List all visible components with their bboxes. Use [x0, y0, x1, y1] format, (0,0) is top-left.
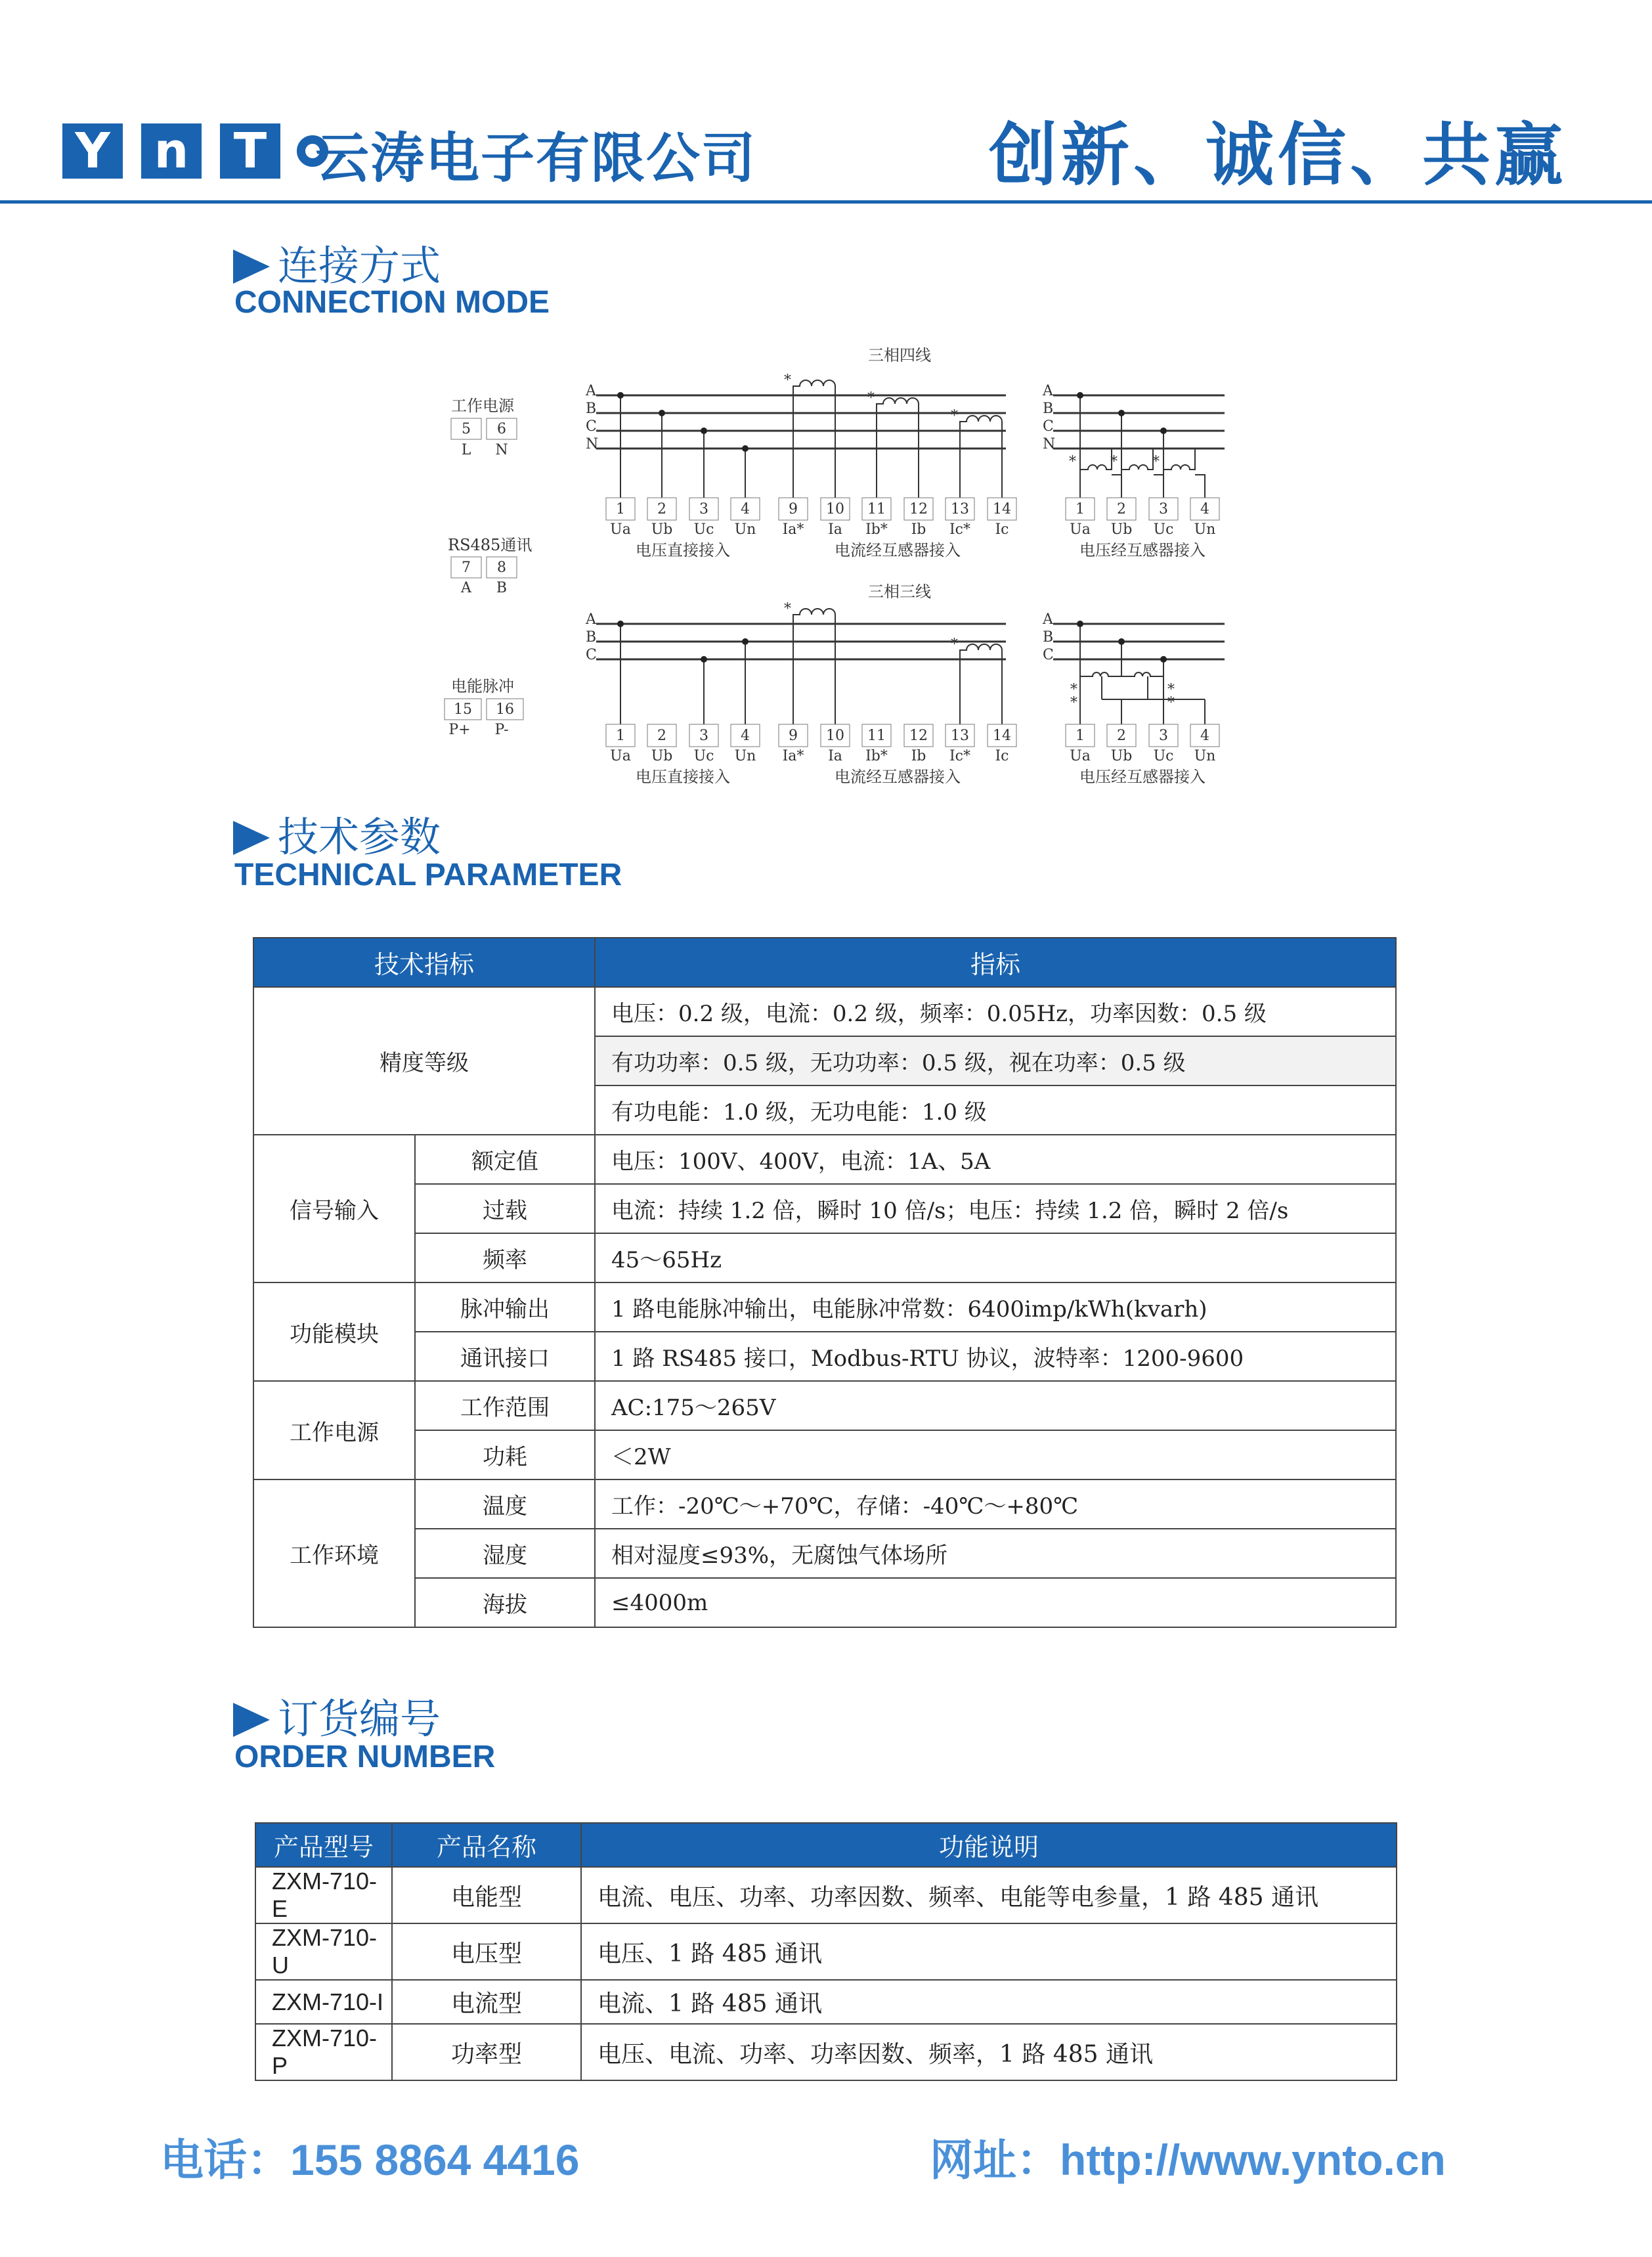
wiring-diagram — [440, 341, 1234, 795]
svg-text:Uc: Uc — [1153, 521, 1174, 538]
bus-label-b: B — [586, 401, 597, 417]
row-value: 45～65Hz — [595, 1233, 1396, 1282]
row-value: 有功电能：1.0 级，无功电能：1.0 级 — [595, 1085, 1396, 1135]
row-group-label: 精度等级 — [253, 987, 595, 1135]
svg-text:Uc: Uc — [1153, 748, 1174, 764]
three-wire-diagram — [585, 582, 1225, 786]
svg-text:4: 4 — [1200, 728, 1209, 744]
svg-text:C: C — [1043, 418, 1054, 435]
pulse-signal-p-minus: P- — [494, 722, 509, 738]
section-title-order-cn: 订货编号 — [278, 1695, 441, 1743]
row-name: 海拔 — [415, 1578, 595, 1627]
svg-text:2: 2 — [1117, 728, 1126, 744]
svg-text:Uc: Uc — [693, 521, 714, 538]
row-name: 湿度 — [415, 1529, 595, 1578]
pulse-label: 电能脉冲 — [451, 677, 514, 695]
rs485-signal-b: B — [496, 580, 508, 596]
svg-text:Ic*: Ic* — [949, 748, 971, 764]
svg-text:4: 4 — [741, 501, 750, 517]
table-row — [253, 987, 1396, 1036]
section-title-order-en: ORDER NUMBER — [234, 1740, 496, 1774]
svg-text:13: 13 — [951, 728, 969, 744]
svg-text:*: * — [1167, 695, 1175, 711]
svg-text:C: C — [1043, 647, 1054, 663]
pulse-legend — [445, 677, 523, 738]
order-number-table — [255, 1822, 1397, 2081]
svg-text:Un: Un — [734, 521, 756, 538]
bus-label-c: C — [586, 418, 597, 435]
row-value: ≤4000m — [595, 1578, 1396, 1627]
row-name: 温度 — [415, 1479, 595, 1529]
svg-text:Un: Un — [734, 748, 756, 764]
row-value: 电流：持续 1.2 倍，瞬时 10 倍/s；电压：持续 1.2 倍，瞬时 2 倍/s — [595, 1184, 1396, 1233]
product-description: 电压、1 路 485 通讯 — [581, 1923, 1397, 1980]
svg-text:B: B — [586, 629, 597, 646]
svg-text:C: C — [586, 647, 597, 663]
svg-text:11: 11 — [867, 501, 886, 517]
svg-text:Ua: Ua — [1070, 748, 1091, 764]
row-name: 工作范围 — [415, 1381, 595, 1430]
row-name: 脉冲输出 — [415, 1282, 595, 1332]
logo-letter-y: Y — [62, 123, 123, 179]
four-wire-title: 三相四线 — [868, 346, 931, 364]
table-row — [253, 1578, 1396, 1627]
section-title-connection — [233, 233, 441, 292]
technical-parameter-table — [253, 937, 1397, 1628]
svg-text:B: B — [1043, 401, 1054, 417]
table-row — [255, 1923, 1397, 1980]
svg-text:Ub: Ub — [651, 521, 673, 538]
rs485-legend — [448, 536, 532, 596]
website-url[interactable]: http://www.ynto.cn — [1060, 2136, 1446, 2184]
svg-text:Ib: Ib — [911, 748, 926, 764]
table-row — [253, 1184, 1396, 1233]
table-row — [253, 1430, 1396, 1479]
row-name: 过载 — [415, 1184, 595, 1233]
svg-text:10: 10 — [826, 728, 844, 744]
svg-text:1: 1 — [1076, 728, 1085, 744]
logo-letter-t: T — [220, 123, 280, 179]
table-header-value: 指标 — [595, 938, 1396, 987]
svg-text:Ic*: Ic* — [949, 521, 971, 538]
svg-text:*: * — [1069, 454, 1076, 470]
svg-text:14: 14 — [993, 728, 1011, 744]
three-wire-caption-pt: 电压经互感器接入 — [1079, 768, 1206, 786]
section-arrow-icon — [233, 250, 270, 284]
power-terminal-6: 6 — [497, 421, 506, 437]
section-title-technical — [233, 804, 441, 863]
svg-text:Ub: Ub — [1110, 521, 1133, 538]
svg-text:A: A — [586, 611, 596, 628]
row-value: 电压：100V、400V，电流：1A、5A — [595, 1135, 1396, 1184]
svg-text:Ia*: Ia* — [782, 521, 804, 538]
svg-text:A: A — [1043, 383, 1053, 399]
three-wire-caption-direct: 电压直接接入 — [636, 768, 730, 786]
four-wire-caption-pt: 电压经互感器接入 — [1079, 541, 1206, 559]
product-model: ZXM-710-U — [255, 1923, 392, 1980]
slogan: 创新、诚信、共赢 — [988, 114, 1567, 195]
row-value: 1 路电能脉冲输出，电能脉冲常数：6400imp/kWh(kvarh) — [595, 1282, 1396, 1332]
svg-text:Ub: Ub — [651, 748, 673, 764]
svg-text:13: 13 — [951, 501, 969, 517]
product-model: ZXM-710-I — [255, 1980, 392, 2024]
table-row — [255, 1867, 1397, 1923]
svg-text:3: 3 — [699, 501, 708, 517]
svg-text:*: * — [1070, 682, 1077, 698]
power-terminal-5: 5 — [462, 421, 471, 437]
svg-text:3: 3 — [1159, 728, 1168, 744]
svg-text:9: 9 — [789, 728, 798, 744]
product-description: 电流、电压、功率、功率因数、频率、电能等电参量，1 路 485 通讯 — [581, 1867, 1397, 1923]
row-group-label: 信号输入 — [253, 1135, 415, 1282]
four-wire-diagram — [585, 346, 1225, 559]
svg-text:*: * — [784, 601, 791, 617]
row-group-label: 工作环境 — [253, 1479, 415, 1627]
row-group-label: 工作电源 — [253, 1381, 415, 1479]
svg-text:A: A — [1043, 611, 1053, 628]
svg-text:2: 2 — [657, 501, 666, 517]
svg-text:*: * — [1167, 682, 1175, 698]
power-label: 工作电源 — [451, 397, 514, 415]
svg-text:12: 12 — [909, 728, 928, 744]
row-group-label: 功能模块 — [253, 1282, 415, 1381]
svg-text:Ua: Ua — [610, 521, 631, 538]
svg-text:3: 3 — [1159, 501, 1168, 517]
section-title-technical-cn: 技术参数 — [278, 813, 441, 861]
product-model: ZXM-710-E — [255, 1867, 392, 1923]
svg-text:Ub: Ub — [1110, 748, 1133, 764]
svg-text:Ia: Ia — [828, 748, 842, 764]
svg-text:1: 1 — [616, 728, 625, 744]
svg-text:Ia*: Ia* — [782, 748, 804, 764]
header-divider — [0, 200, 1652, 204]
svg-text:*: * — [1070, 695, 1077, 711]
product-name: 功率型 — [392, 2024, 581, 2080]
svg-text:Ua: Ua — [610, 748, 631, 764]
table-row — [253, 1332, 1396, 1381]
svg-text:10: 10 — [826, 501, 844, 517]
svg-text:*: * — [1110, 454, 1118, 470]
rs485-label: RS485通讯 — [448, 536, 533, 554]
logo-letter-n: n — [141, 123, 202, 179]
power-signal-l: L — [461, 442, 471, 458]
row-value: AC:175～265V — [595, 1381, 1396, 1430]
svg-text:4: 4 — [741, 728, 750, 744]
svg-text:*: * — [951, 636, 958, 653]
header-description: 功能说明 — [581, 1823, 1397, 1867]
company-name: 云涛电子有限公司 — [315, 127, 757, 190]
svg-text:Uc: Uc — [693, 748, 714, 764]
product-name: 电流型 — [392, 1980, 581, 2024]
row-value: 工作：-20℃～+70℃，存储：-40℃～+80℃ — [595, 1479, 1396, 1529]
svg-text:Ic: Ic — [995, 748, 1009, 764]
svg-text:*: * — [1152, 454, 1160, 470]
table-row — [253, 1381, 1396, 1430]
row-value: 1 路 RS485 接口，Modbus-RTU 协议，波特率：1200-9600 — [595, 1332, 1396, 1381]
svg-text:N: N — [1043, 436, 1056, 452]
svg-text:11: 11 — [867, 728, 886, 744]
table-row — [253, 1135, 1396, 1184]
svg-text:*: * — [867, 390, 875, 406]
svg-text:Ia: Ia — [828, 521, 842, 538]
table-header-item: 技术指标 — [253, 938, 595, 987]
svg-text:Ib*: Ib* — [865, 748, 888, 764]
table-row — [253, 1529, 1396, 1578]
product-name: 电能型 — [392, 1867, 581, 1923]
row-value: ＜2W — [595, 1430, 1396, 1479]
svg-text:*: * — [784, 372, 791, 389]
section-title-connection-en: CONNECTION MODE — [234, 285, 550, 320]
four-wire-caption-ct: 电流经互感器接入 — [835, 541, 961, 559]
row-name: 频率 — [415, 1233, 595, 1282]
svg-text:1: 1 — [1076, 501, 1085, 517]
four-wire-caption-direct: 电压直接接入 — [636, 541, 730, 559]
svg-text:B: B — [1043, 629, 1054, 646]
section-title-order — [233, 1686, 441, 1745]
row-name: 功耗 — [415, 1430, 595, 1479]
table-row — [253, 1282, 1396, 1332]
section-arrow-icon — [233, 821, 270, 855]
table-row — [253, 1479, 1396, 1529]
table-row — [255, 2024, 1397, 2080]
header-model: 产品型号 — [255, 1823, 392, 1867]
table-row — [255, 1980, 1397, 2024]
svg-text:Un: Un — [1194, 521, 1216, 538]
power-supply-legend — [451, 397, 517, 458]
pulse-terminal-16: 16 — [496, 701, 514, 718]
section-title-connection-cn: 连接方式 — [278, 242, 441, 290]
svg-text:2: 2 — [657, 728, 666, 744]
phone-number: 155 8864 4416 — [290, 2136, 580, 2184]
table-header-row — [255, 1823, 1397, 1867]
pulse-signal-p-plus: P+ — [448, 722, 471, 738]
rs485-signal-a: A — [461, 580, 471, 596]
footer-phone — [160, 2125, 579, 2187]
row-name: 通讯接口 — [415, 1332, 595, 1381]
three-wire-title: 三相三线 — [868, 582, 931, 601]
table-row — [253, 1233, 1396, 1282]
product-description: 电压、电流、功率、功率因数、频率，1 路 485 通讯 — [581, 2024, 1397, 2080]
svg-text:*: * — [951, 408, 958, 424]
bus-label-n: N — [586, 436, 599, 452]
section-arrow-icon — [233, 1703, 270, 1737]
bus-label-a: A — [586, 383, 596, 399]
phone-label: 电话： — [160, 2135, 290, 2185]
svg-text:1: 1 — [616, 501, 625, 517]
pulse-terminal-15: 15 — [454, 701, 472, 718]
footer-website — [930, 2125, 1446, 2187]
product-model: ZXM-710-P — [255, 2024, 392, 2080]
svg-text:Un: Un — [1194, 748, 1216, 764]
svg-text:3: 3 — [699, 728, 708, 744]
table-header-row — [253, 938, 1396, 987]
svg-text:14: 14 — [993, 501, 1011, 517]
svg-text:Ib: Ib — [911, 521, 926, 538]
website-label: 网址： — [930, 2135, 1060, 2185]
svg-text:9: 9 — [789, 501, 798, 517]
svg-text:2: 2 — [1117, 501, 1126, 517]
row-value: 相对湿度≤93%，无腐蚀气体场所 — [595, 1529, 1396, 1578]
product-description: 电流、1 路 485 通讯 — [581, 1980, 1397, 2024]
svg-text:4: 4 — [1200, 501, 1209, 517]
svg-text:Ua: Ua — [1070, 521, 1091, 538]
rs485-terminal-8: 8 — [497, 559, 506, 576]
row-name: 额定值 — [415, 1135, 595, 1184]
section-title-technical-en: TECHNICAL PARAMETER — [234, 858, 622, 892]
rs485-terminal-7: 7 — [462, 559, 471, 576]
svg-text:12: 12 — [909, 501, 928, 517]
svg-text:Ib*: Ib* — [865, 521, 888, 538]
power-signal-n: N — [495, 442, 508, 458]
product-name: 电压型 — [392, 1923, 581, 1980]
three-wire-caption-ct: 电流经互感器接入 — [835, 768, 961, 786]
row-value: 电压：0.2 级，电流：0.2 级，频率：0.05Hz，功率因数：0.5 级 — [595, 987, 1396, 1036]
header-name: 产品名称 — [392, 1823, 581, 1867]
svg-text:Ic: Ic — [995, 521, 1009, 538]
row-value: 有功功率：0.5 级，无功功率：0.5 级，视在功率：0.5 级 — [595, 1036, 1396, 1085]
